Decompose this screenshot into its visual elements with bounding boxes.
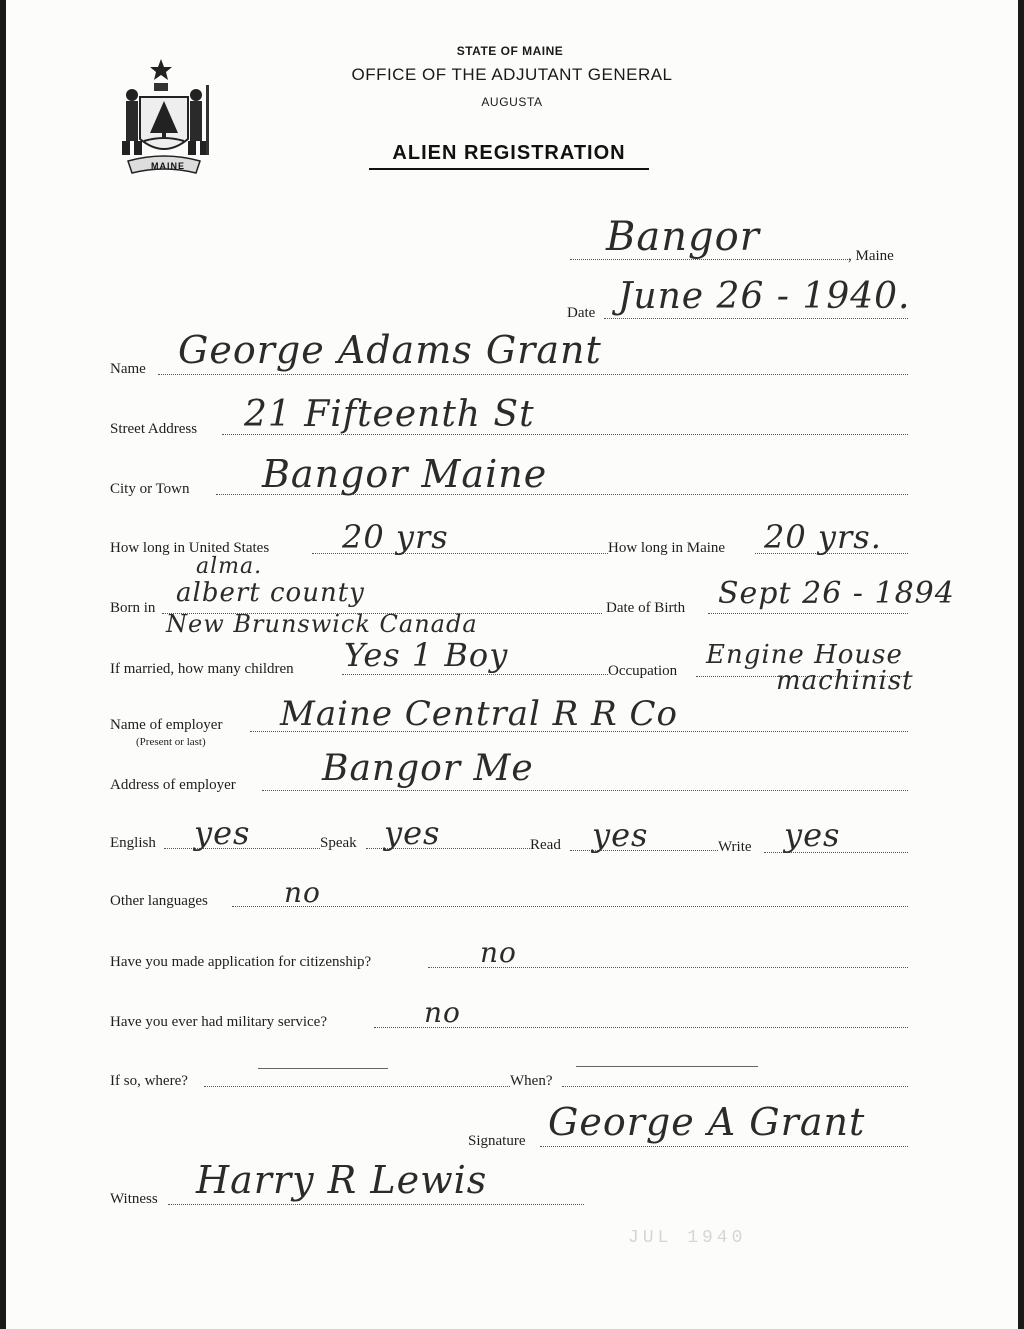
form-title: ALIEN REGISTRATION — [369, 142, 649, 170]
write-value: yes — [784, 816, 841, 854]
occupation-line1: Engine House — [706, 640, 903, 670]
read-value: yes — [592, 816, 649, 854]
military-value: no — [424, 996, 461, 1029]
employer-address-value: Bangor Me — [322, 748, 534, 789]
english-label: English — [110, 835, 156, 851]
citizenship-value: no — [480, 936, 517, 969]
when-dash-mark — [576, 1066, 758, 1067]
seal-banner-text: MAINE — [151, 161, 185, 171]
date-label: Date — [567, 305, 596, 321]
born-in-line2: albert county — [176, 578, 365, 608]
occupation-label: Occupation — [608, 663, 678, 679]
when-label: When? — [510, 1073, 553, 1089]
other-languages-label: Other languages — [110, 893, 208, 909]
employer-address-line — [262, 790, 908, 791]
children-label: If married, how many children — [110, 661, 294, 677]
date-line — [604, 318, 908, 319]
date-value: June 26 - 1940. — [618, 276, 911, 317]
speak-label: Speak — [320, 835, 357, 851]
write-label: Write — [718, 839, 752, 855]
employer-sublabel: (Present or last) — [136, 736, 206, 748]
employer-address-label: Address of employer — [110, 777, 236, 793]
children-line — [342, 674, 608, 675]
children-value: Yes 1 Boy — [344, 636, 509, 674]
scan-edge-left — [0, 0, 6, 1329]
english-value: yes — [194, 814, 251, 852]
scan-edge-right — [1018, 0, 1024, 1329]
where-line — [204, 1086, 510, 1087]
how-long-maine-label: How long in Maine — [608, 540, 726, 556]
speak-value: yes — [384, 814, 441, 852]
employer-value: Maine Central R R Co — [280, 694, 678, 734]
office-heading: OFFICE OF THE ADJUTANT GENERAL — [351, 65, 673, 84]
received-stamp: JUL 1940 — [628, 1228, 747, 1248]
how-long-us-label: How long in United States — [110, 540, 270, 556]
occupation-line2: machinist — [776, 666, 914, 696]
other-languages-line — [232, 906, 908, 907]
citizenship-label: Have you made application for citizenship? — [110, 954, 372, 970]
witness-line — [168, 1204, 584, 1205]
place-value: Bangor — [606, 214, 760, 260]
where-label: If so, where? — [110, 1073, 188, 1089]
employer-label: Name of employer — [110, 717, 223, 733]
street-label: Street Address — [110, 421, 198, 437]
city-label: City or Town — [110, 481, 190, 497]
date-of-birth-value: Sept 26 - 1894 — [718, 576, 955, 611]
where-dash-mark — [258, 1068, 388, 1069]
signature-line — [540, 1146, 908, 1147]
state-heading: STATE OF MAINE — [456, 44, 564, 58]
place-suffix: , Maine — [848, 248, 894, 264]
signature-value: George A Grant — [548, 1100, 866, 1144]
military-label: Have you ever had military service? — [110, 1014, 327, 1030]
born-in-line1: alma. — [196, 554, 263, 579]
born-in-line3: New Brunswick Canada — [166, 610, 478, 638]
born-in-label: Born in — [110, 600, 156, 616]
name-value: George Adams Grant — [178, 328, 602, 372]
when-line — [562, 1086, 908, 1087]
other-languages-value: no — [284, 876, 321, 909]
date-of-birth-line — [708, 613, 908, 614]
witness-label: Witness — [110, 1191, 158, 1207]
street-value: 21 Fifteenth St — [244, 394, 535, 435]
read-label: Read — [530, 837, 561, 853]
city-heading: AUGUSTA — [481, 95, 543, 109]
name-label: Name — [110, 361, 146, 377]
date-of-birth-label: Date of Birth — [606, 600, 686, 616]
how-long-us-value: 20 yrs — [342, 518, 449, 556]
how-long-maine-value: 20 yrs. — [764, 518, 882, 556]
city-value: Bangor Maine — [262, 452, 548, 496]
name-line — [158, 374, 908, 375]
signature-label: Signature — [468, 1133, 526, 1149]
witness-value: Harry R Lewis — [196, 1158, 488, 1202]
